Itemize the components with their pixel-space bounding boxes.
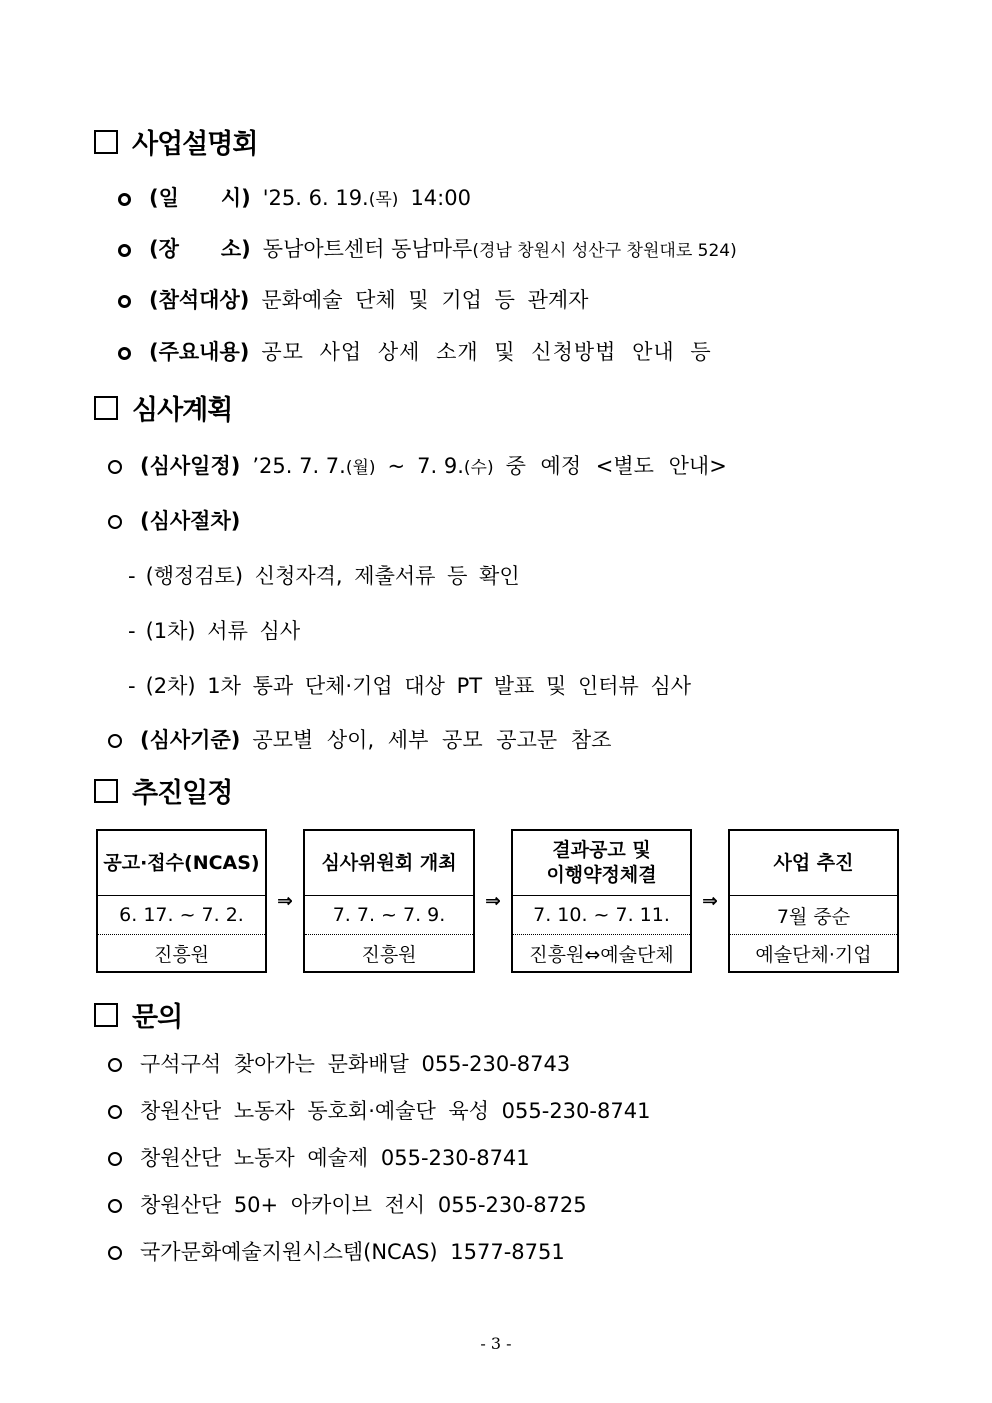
bullet-circle-icon — [108, 1199, 122, 1213]
bullet-circle-icon — [108, 515, 122, 529]
schedule-box-announcement: 공고·접수(NCAS) 6. 17. ~ 7. 2. 진흥원 — [96, 829, 267, 973]
bullet-circle-icon — [108, 1246, 122, 1260]
bullet-circle-icon — [108, 460, 122, 474]
contact-item: 창원산단 50+ 아카이브 전시 055-230-8725 — [108, 1189, 587, 1219]
bullet-circle-icon — [108, 734, 122, 748]
schedule-box-project: 사업 추진 7월 중순 예술단체·기업 — [728, 829, 899, 973]
review-step-row: - (2차) 1차 통과 단체·기업 대상 PT 발표 및 인터뷰 심사 — [128, 674, 692, 698]
briefing-target-row: (참석대상) 문화예술 단체 및 기업 등 관계자 — [118, 284, 588, 314]
bullet-circle-icon — [118, 193, 131, 206]
arrow-right-icon: ⇒ — [277, 890, 293, 912]
section-title-schedule: 추진일정 — [94, 771, 232, 810]
checkbox-square-icon — [94, 396, 118, 420]
bullet-circle-icon — [118, 347, 131, 360]
contact-item: 창원산단 노동자 예술제 055-230-8741 — [108, 1142, 530, 1172]
checkbox-square-icon — [94, 1003, 118, 1027]
bullet-circle-icon — [108, 1105, 122, 1119]
page-number: - 3 - — [480, 1334, 512, 1353]
review-step-row: - (행정검토) 신청자격, 제출서류 등 확인 — [128, 564, 520, 588]
review-criteria-row: (심사기준) 공모별 상이, 세부 공모 공고문 참조 — [108, 724, 611, 754]
review-schedule-row: (심사일정) ’25. 7. 7. (월) ~ 7. 9. (수) 중 예정 <별도 안내> — [108, 450, 727, 480]
contact-item: 창원산단 노동자 동호회·예술단 육성 055-230-8741 — [108, 1095, 650, 1125]
briefing-place-row: (장 소) 동남아트센터 동남마루 (경남 창원시 성산구 창원대로 524) — [118, 233, 737, 263]
arrow-right-icon: ⇒ — [702, 890, 718, 912]
contact-item: 구석구석 찾아가는 문화배달 055-230-8743 — [108, 1048, 570, 1078]
bullet-circle-icon — [118, 244, 131, 257]
section-title-briefing: 사업설명회 — [94, 122, 257, 161]
review-step-row: - (1차) 서류 심사 — [128, 619, 301, 643]
bullet-circle-icon — [108, 1058, 122, 1072]
section-title-review: 심사계획 — [94, 388, 232, 427]
briefing-date-row: (일 시) '25. 6. 19. (목) 14:00 — [118, 182, 471, 212]
schedule-box-result: 결과공고 및 이행약정체결 7. 10. ~ 7. 11. 진흥원⇔예술단체 — [511, 829, 692, 973]
briefing-content-row: (주요내용) 공모 사업 상세 소개 및 신청방법 안내 등 — [118, 336, 712, 366]
review-procedure-row: (심사절차) — [108, 505, 240, 535]
bullet-circle-icon — [108, 1152, 122, 1166]
bullet-circle-icon — [118, 295, 131, 308]
contact-item: 국가문화예술지원시스템(NCAS) 1577-8751 — [108, 1236, 565, 1266]
section-title-contact: 문의 — [94, 995, 182, 1034]
checkbox-square-icon — [94, 779, 118, 803]
arrow-right-icon: ⇒ — [485, 890, 501, 912]
schedule-box-review-committee: 심사위원회 개최 7. 7. ~ 7. 9. 진흥원 — [303, 829, 475, 973]
checkbox-square-icon — [94, 130, 118, 154]
